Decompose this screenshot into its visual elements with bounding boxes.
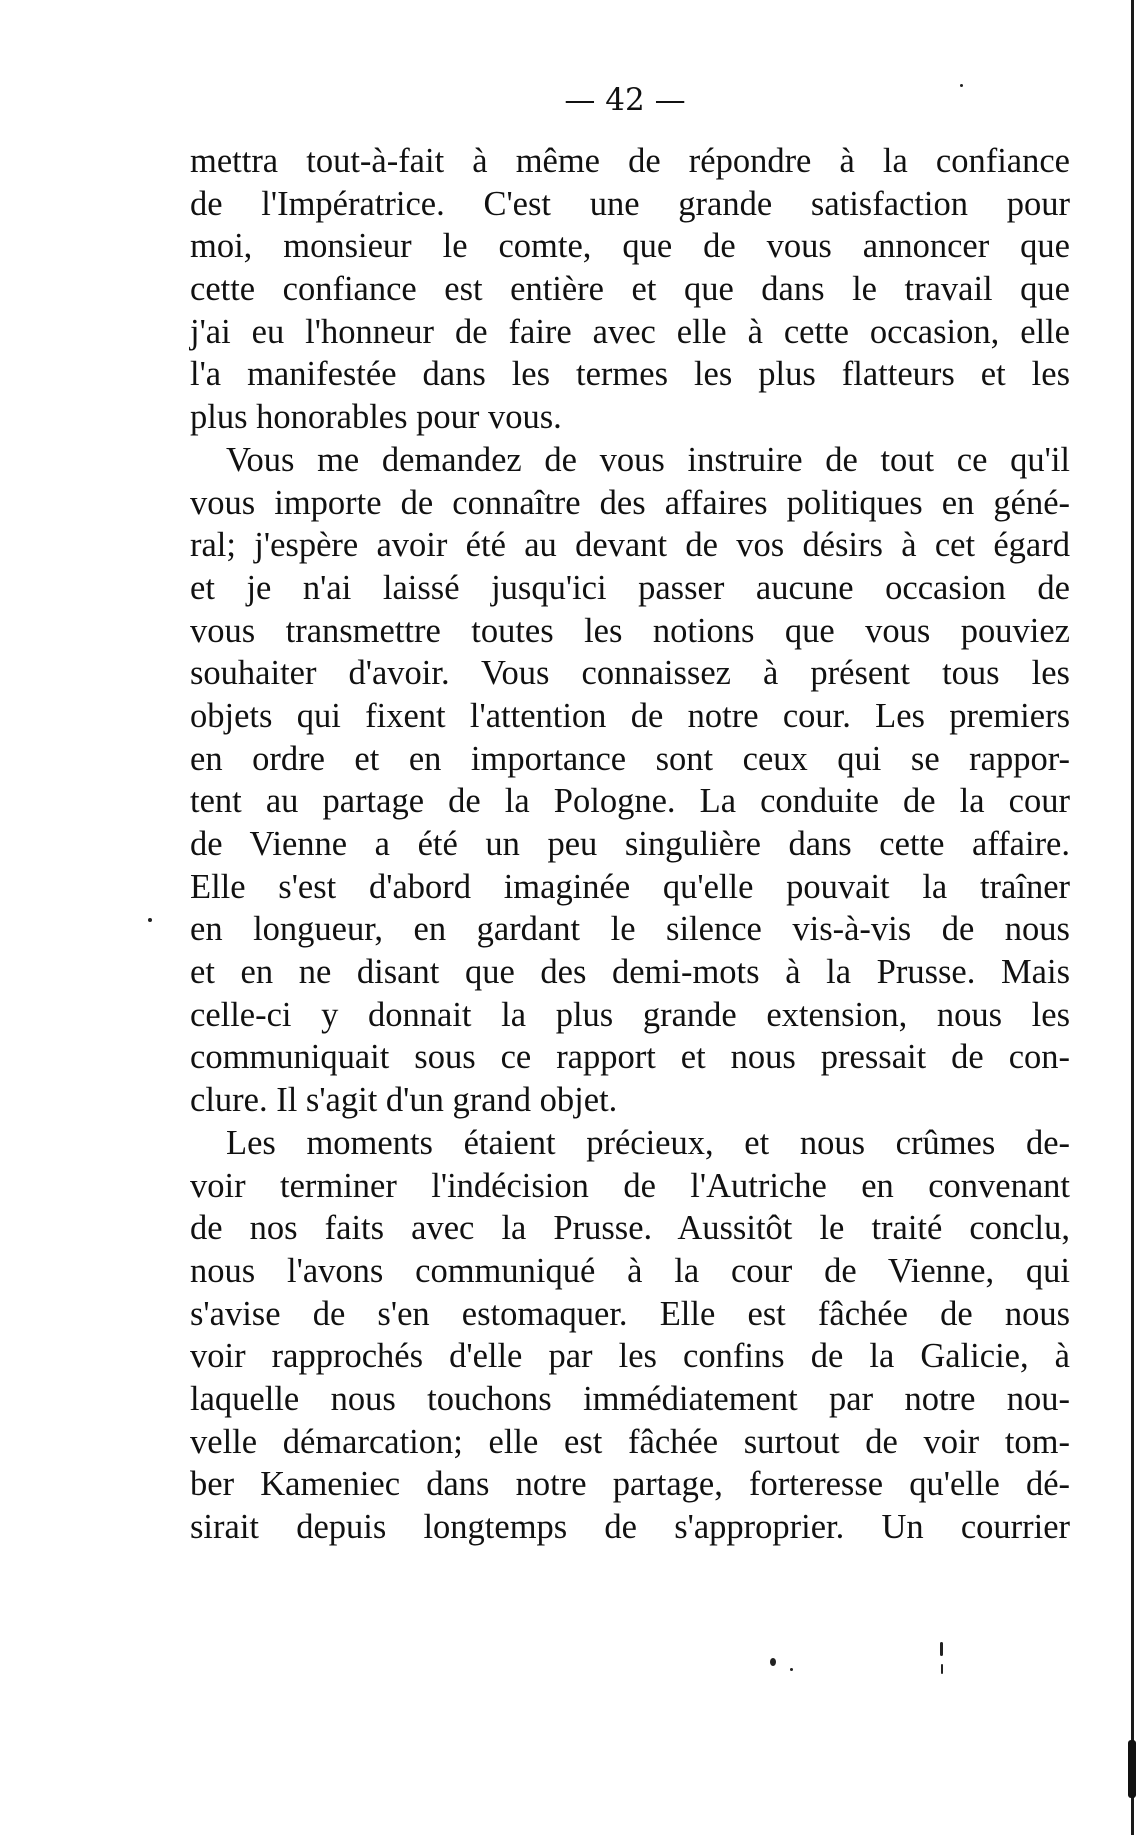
text-line: Vous me demandez de vous instruire de tout ce qu'il xyxy=(226,440,1070,479)
scan-speck xyxy=(940,1642,943,1656)
text-line: Les moments étaient précieux, et nous crûmes de- xyxy=(226,1123,1070,1162)
text-line: et je n'ai laissé jusqu'ici passer aucune occasion de xyxy=(190,568,1070,607)
text-line: plus honorables pour vous. xyxy=(190,398,562,437)
text-line: celle-ci y donnait la plus grande extension, nous les xyxy=(190,995,1070,1034)
text-line: vous importe de connaître des affaires politiques en géné- xyxy=(190,483,1070,522)
text-line: Elle s'est d'abord imaginée qu'elle pouvait la traîner xyxy=(190,867,1070,906)
text-line: moi, monsieur le comte, que de vous annoncer que xyxy=(190,227,1070,266)
text-line: clure. Il s'agit d'un grand objet. xyxy=(190,1081,618,1120)
text-line: objets qui fixent l'attention de notre cour. Les premiers xyxy=(190,696,1070,735)
scan-speck xyxy=(790,1668,793,1671)
text-line: velle démarcation; elle est fâchée surtout de voir tom- xyxy=(190,1422,1070,1461)
text-line: mettra tout-à-fait à même de répondre à la confiance xyxy=(190,142,1070,180)
scan-speck xyxy=(148,918,152,922)
text-line: voir rapprochés d'elle par les confins de la Galicie, à xyxy=(190,1337,1070,1376)
text-line: laquelle nous touchons immédiatement par notre nou- xyxy=(190,1379,1070,1418)
text-line: vous transmettre toutes les notions que vous pouviez xyxy=(190,611,1070,650)
text-line: de Vienne a été un peu singulière dans cette affaire. xyxy=(190,825,1070,863)
scan-artifact xyxy=(1128,1740,1136,1798)
text-line: ral; j'espère avoir été au devant de vos désirs à cet égard xyxy=(190,526,1070,565)
scan-speck xyxy=(960,84,963,87)
text-line: en ordre et en importance sont ceux qui se rappor- xyxy=(190,739,1070,778)
text-line: en longueur, en gardant le silence vis-à-vis de nous xyxy=(190,910,1070,949)
text-line: s'avise de s'en estomaquer. Elle est fâchée de nous xyxy=(190,1294,1070,1333)
text-line: sirait depuis longtemps de s'approprier. Un courrier xyxy=(190,1508,1070,1546)
scan-speck xyxy=(770,1658,776,1666)
text-line: souhaiter d'avoir. Vous connaissez à présent tous les xyxy=(190,654,1070,693)
text-line: de l'Impératrice. C'est une grande satisfaction pour xyxy=(190,184,1070,223)
text-line: de nos faits avec la Prusse. Aussitôt le traité conclu, xyxy=(190,1209,1070,1248)
text-line: cette confiance est entière et que dans le travail que xyxy=(190,270,1070,309)
text-line: ber Kameniec dans notre partage, forteresse qu'elle dé- xyxy=(190,1465,1070,1504)
text-line: j'ai eu l'honneur de faire avec elle à cette occasion, elle xyxy=(190,312,1070,351)
body-text xyxy=(190,140,1070,1549)
text-line: l'a manifestée dans les termes les plus flatteurs et les xyxy=(190,355,1070,394)
scan-speck xyxy=(941,1664,943,1674)
page-edge-shadow xyxy=(1131,0,1134,1835)
text-line: voir terminer l'indécision de l'Autriche en convenant xyxy=(190,1166,1070,1205)
page-number: — 42 — xyxy=(564,82,686,118)
text-line: tent au partage de la Pologne. La conduite de la cour xyxy=(190,782,1070,821)
text-line: nous l'avons communiqué à la cour de Vienne, qui xyxy=(190,1251,1070,1290)
text-line: et en ne disant que des demi-mots à la Prusse. Mais xyxy=(190,953,1070,992)
text-line: communiquait sous ce rapport et nous pressait de con- xyxy=(190,1038,1070,1077)
